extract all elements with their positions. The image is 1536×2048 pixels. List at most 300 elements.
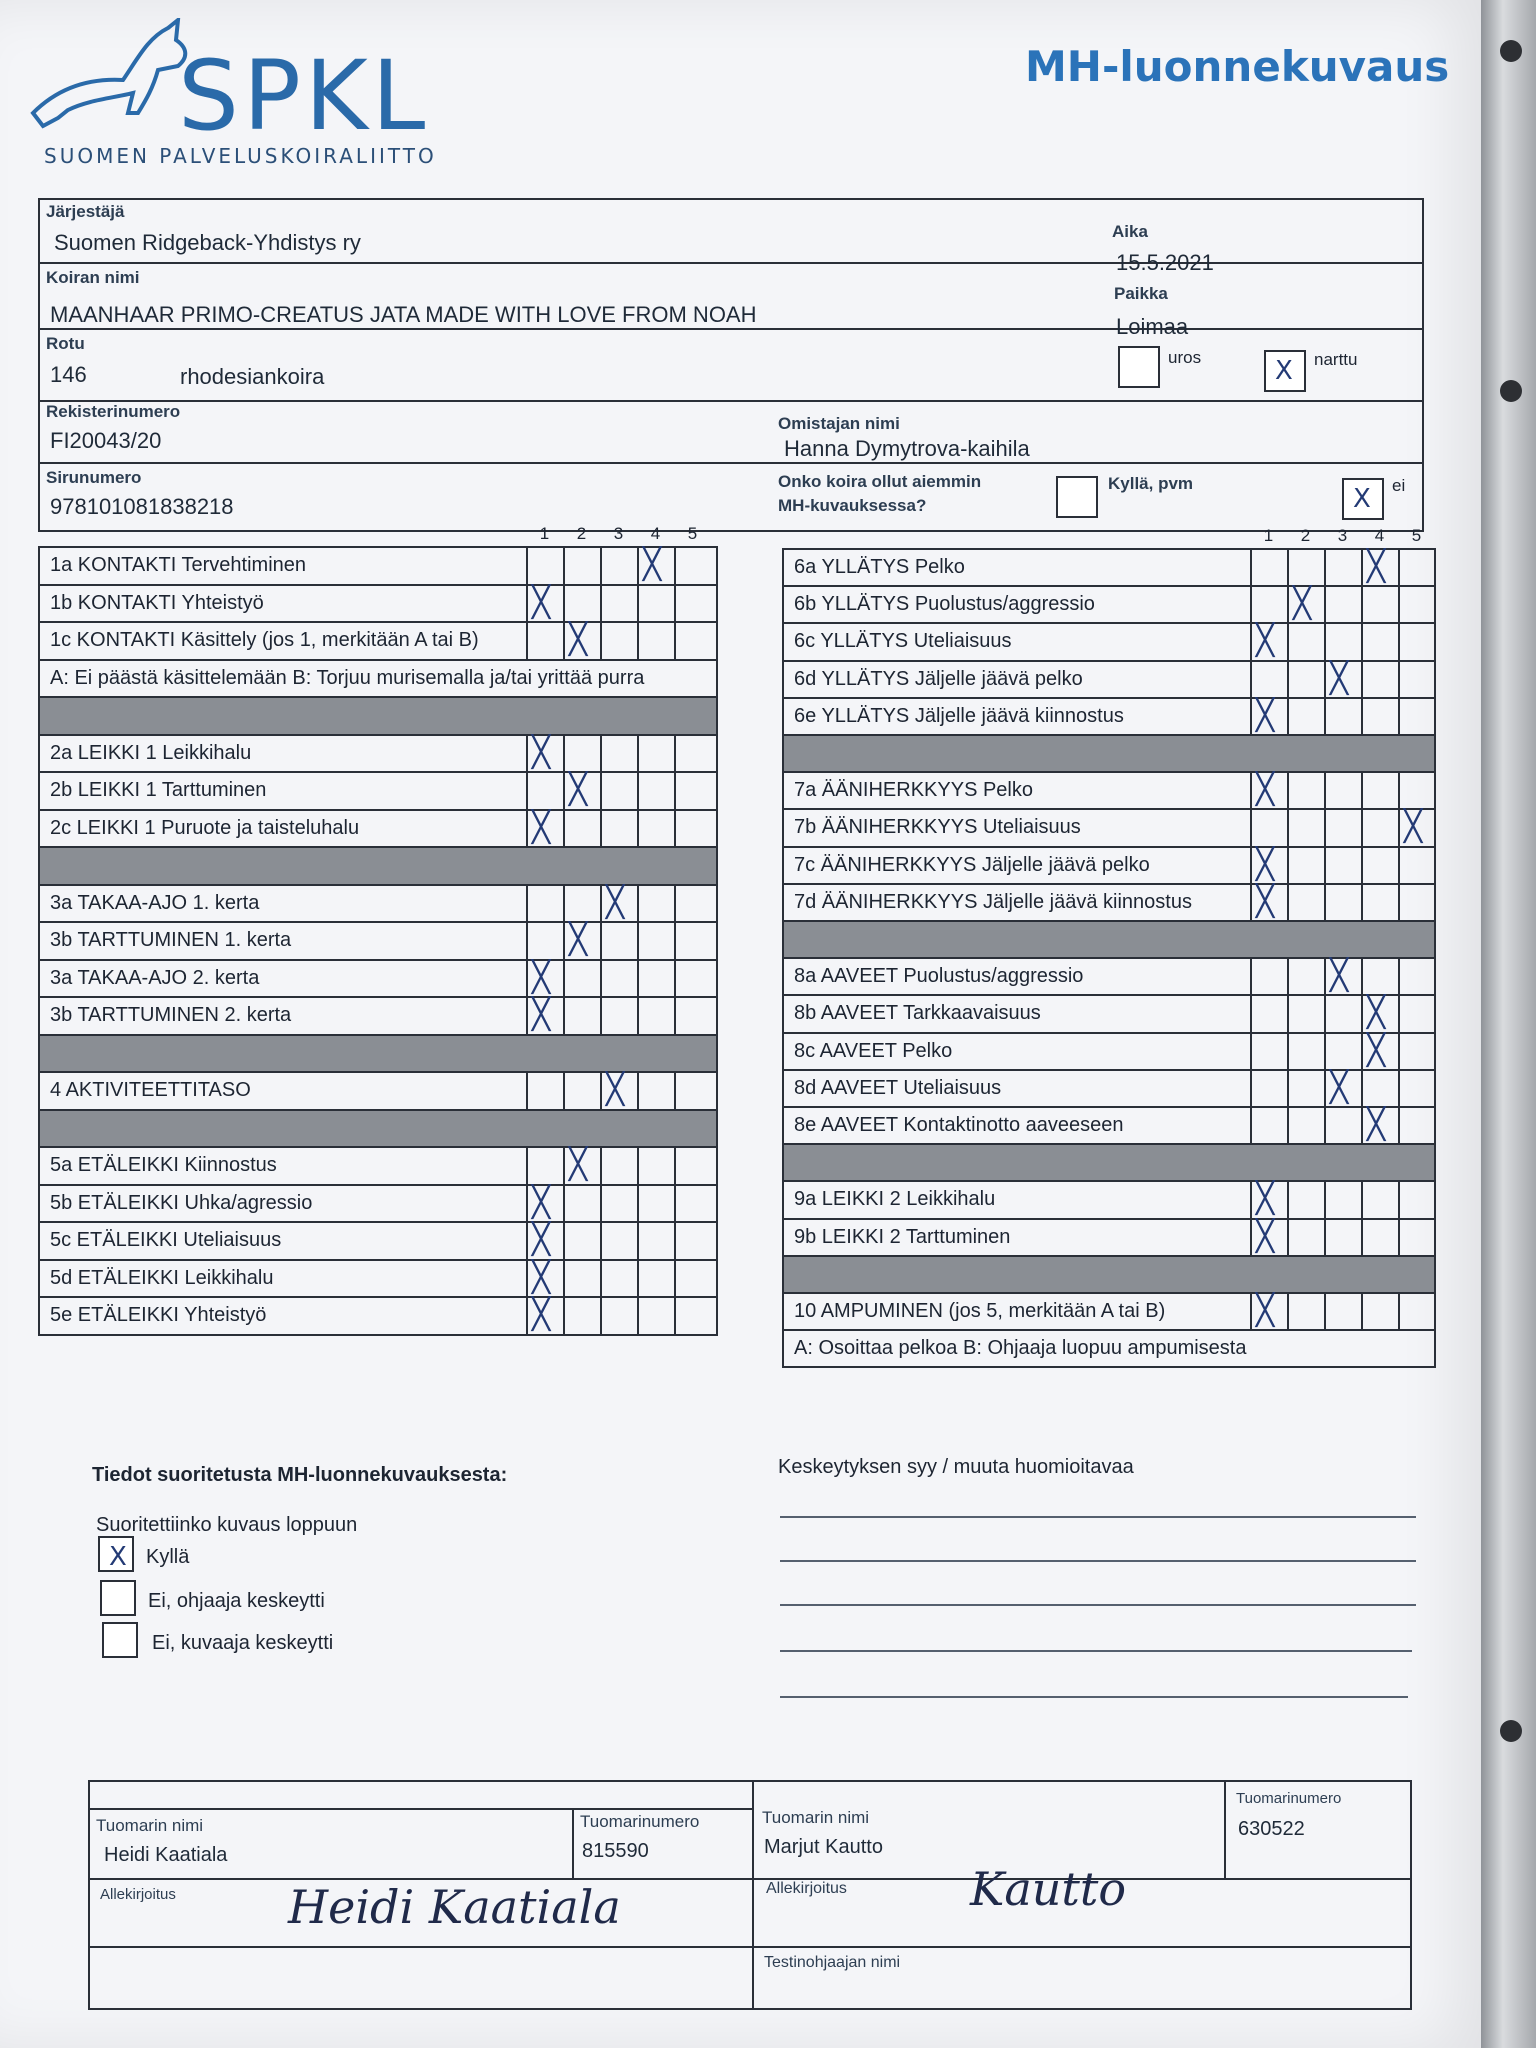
score-cell[interactable] [637, 586, 674, 622]
score-cell[interactable] [1324, 1294, 1361, 1329]
score-cell[interactable] [1287, 624, 1324, 659]
scale-header: 3 [1337, 526, 1348, 545]
row-label: 2c LEIKKI 1 Puruote ja taisteluhalu [50, 816, 360, 839]
score-cell[interactable] [1398, 1071, 1435, 1106]
female-label: narttu [1314, 350, 1358, 369]
registration-value: FI20043/20 [50, 428, 162, 453]
score-cell[interactable] [637, 1073, 674, 1109]
score-cell[interactable] [1287, 550, 1324, 585]
score-cell[interactable] [674, 586, 711, 622]
score-cell[interactable] [1287, 1182, 1324, 1217]
score-cell[interactable] [1361, 1294, 1398, 1329]
score-mark: ╳ [532, 1184, 551, 1220]
separator-band [40, 1036, 716, 1074]
row-label: 3b TARTTUMINEN 2. kerta [50, 1004, 292, 1026]
score-cell[interactable] [1250, 810, 1287, 845]
score-row [40, 961, 716, 999]
score-row [784, 587, 1434, 624]
separator-band [784, 736, 1434, 773]
score-cell[interactable] [526, 623, 563, 659]
score-cell[interactable] [1287, 773, 1324, 808]
score-cell[interactable] [1250, 848, 1287, 883]
score-mark: ╳ [1256, 1293, 1275, 1328]
score-row [784, 848, 1434, 885]
score-cell[interactable] [600, 623, 637, 659]
completed-yes-checkbox[interactable] [98, 1536, 134, 1572]
score-cell[interactable] [637, 811, 674, 847]
signature2: Kautto [970, 1862, 1127, 1916]
score-cell[interactable] [526, 1148, 563, 1184]
score-cell[interactable] [1287, 699, 1324, 734]
score-cell[interactable] [600, 811, 637, 847]
male-checkbox[interactable] [1118, 346, 1160, 388]
row-label: 2a LEIKKI 1 Leikkihalu [50, 741, 252, 764]
score-cell[interactable] [1324, 1220, 1361, 1255]
score-cell[interactable] [1361, 662, 1398, 697]
score-cell[interactable] [1398, 624, 1435, 659]
score-cell[interactable] [674, 923, 711, 959]
score-cell[interactable] [637, 623, 674, 659]
row-label: 8b AAVEET Tarkkaavaisuus [794, 1002, 1041, 1025]
score-cell[interactable] [674, 736, 711, 772]
score-cell[interactable] [674, 1223, 711, 1259]
score-cell[interactable] [1324, 662, 1361, 697]
score-row [40, 1148, 716, 1186]
score-row [40, 923, 716, 961]
judge1-name: Heidi Kaatiala [104, 1844, 228, 1866]
score-mark: ╳ [532, 997, 551, 1032]
score-cell[interactable] [1361, 1071, 1398, 1106]
row-label: 1c KONTAKTI Käsittely (jos 1, merkitään A tai B) [50, 629, 479, 651]
judge2-name: Marjut Kautto [764, 1836, 883, 1858]
score-cell[interactable] [637, 961, 674, 997]
score-cell[interactable] [1324, 848, 1361, 883]
score-row [784, 1108, 1434, 1145]
score-cell[interactable] [1398, 848, 1435, 883]
handler-stopped-checkbox[interactable] [100, 1580, 136, 1616]
score-cell[interactable] [674, 548, 711, 584]
score-cell[interactable] [526, 1186, 563, 1222]
scale-header: 1 [539, 524, 550, 543]
score-cell[interactable] [1250, 699, 1287, 734]
score-cell[interactable] [563, 1223, 600, 1259]
signature1-label: Allekirjoitus [100, 1886, 176, 1903]
score-cell[interactable] [600, 548, 637, 584]
score-cell[interactable] [1324, 1182, 1361, 1217]
score-cell[interactable] [1398, 773, 1435, 808]
score-row [784, 959, 1434, 996]
score-cell[interactable] [526, 1298, 563, 1334]
score-cell[interactable] [600, 1148, 637, 1184]
score-mark: ╳ [532, 809, 551, 845]
score-cell[interactable] [674, 998, 711, 1034]
score-cell[interactable] [1361, 699, 1398, 734]
score-cell[interactable] [1324, 550, 1361, 585]
score-row [40, 623, 716, 661]
score-cell[interactable] [526, 548, 563, 584]
score-mark: ╳ [1256, 772, 1275, 808]
score-cell[interactable] [600, 886, 637, 922]
score-cell[interactable] [1250, 1034, 1287, 1069]
score-cell[interactable] [674, 1298, 711, 1334]
row-label: 6b YLLÄTYS Puolustus/aggressio [794, 593, 1095, 616]
judge2-number: 630522 [1238, 1818, 1305, 1840]
score-cell[interactable] [1287, 996, 1324, 1031]
score-mark: ╳ [532, 959, 551, 995]
score-mark: ╳ [1367, 549, 1386, 584]
score-cell[interactable] [526, 773, 563, 809]
owner-label: Omistajan nimi [778, 414, 900, 433]
score-mark: ╳ [569, 622, 588, 657]
separator-band [40, 848, 716, 886]
score-cell[interactable] [1324, 587, 1361, 622]
score-cell[interactable] [1250, 885, 1287, 920]
score-cell[interactable] [674, 1261, 711, 1297]
score-cell[interactable] [1361, 550, 1398, 585]
score-cell[interactable] [1250, 550, 1287, 585]
score-cell[interactable] [1398, 1220, 1435, 1255]
registration-label: Rekisterinumero [46, 402, 181, 421]
judge1-number: 815590 [582, 1840, 649, 1862]
judges-box [88, 1780, 1412, 2010]
score-cell[interactable] [563, 736, 600, 772]
female-checkbox[interactable] [1264, 350, 1306, 392]
judge1-name-label: Tuomarin nimi [96, 1816, 204, 1835]
score-cell[interactable] [526, 1261, 563, 1297]
score-cell[interactable] [600, 1186, 637, 1222]
scale-header: 4 [1374, 526, 1385, 545]
score-cell[interactable] [563, 811, 600, 847]
score-cell[interactable] [1361, 959, 1398, 994]
score-cell[interactable] [1361, 1220, 1398, 1255]
previous-no-label: ei [1392, 476, 1406, 495]
score-mark: ╳ [1256, 1181, 1275, 1217]
tester-stopped-label: Ei, kuvaaja keskeytti [152, 1632, 334, 1654]
score-cell[interactable] [600, 961, 637, 997]
score-mark: ╳ [606, 1072, 625, 1107]
score-cell[interactable] [1250, 773, 1287, 808]
breed-label: Rotu [46, 334, 85, 353]
logo-text: SPKL [178, 40, 430, 152]
score-row [40, 548, 716, 586]
row-label: A: Ei päästä käsittelemään B: Torjuu murisemalla ja/tai yrittää purra [50, 666, 645, 689]
score-cell[interactable] [563, 1186, 600, 1222]
score-cell[interactable] [1250, 662, 1287, 697]
score-cell[interactable] [526, 811, 563, 847]
separator-band [784, 1145, 1434, 1182]
chip-label: Sirunumero [46, 468, 142, 487]
row-label: 8c AAVEET Pelko [794, 1039, 953, 1062]
row-label: 7d ÄÄNIHERKKYYS Jäljelle jäävä kiinnostus [794, 890, 1192, 913]
score-mark: ╳ [1330, 660, 1349, 696]
score-cell[interactable] [1324, 699, 1361, 734]
score-cell[interactable] [1287, 885, 1324, 920]
score-cell[interactable] [600, 998, 637, 1034]
row-label: 10 AMPUMINEN (jos 5, merkitään A tai B) [794, 1300, 1166, 1322]
score-cell[interactable] [1324, 885, 1361, 920]
score-cell[interactable] [526, 961, 563, 997]
score-row [40, 1223, 716, 1261]
score-cell[interactable] [637, 1148, 674, 1184]
place-label: Paikka [1114, 284, 1168, 303]
score-mark: ╳ [532, 1259, 551, 1295]
score-cell[interactable] [563, 1298, 600, 1334]
score-cell[interactable] [1398, 1034, 1435, 1069]
row-label: 8e AAVEET Kontaktinotto aaveeseen [794, 1114, 1124, 1136]
score-cell[interactable] [1398, 1294, 1435, 1329]
score-cell[interactable] [1361, 996, 1398, 1031]
score-cell[interactable] [674, 1073, 711, 1109]
score-cell[interactable] [1398, 959, 1435, 994]
score-cell[interactable] [563, 886, 600, 922]
score-cell[interactable] [1287, 1220, 1324, 1255]
score-row [784, 624, 1434, 661]
score-cell[interactable] [1324, 996, 1361, 1031]
score-cell[interactable] [526, 923, 563, 959]
score-cell[interactable] [563, 998, 600, 1034]
score-cell[interactable] [1398, 662, 1435, 697]
judge1-number-label: Tuomarinumero [580, 1812, 700, 1831]
score-mark: ╳ [1256, 883, 1275, 919]
score-cell[interactable] [1398, 587, 1435, 622]
tester-stopped-checkbox[interactable] [102, 1622, 138, 1658]
score-row [784, 996, 1434, 1033]
score-cell[interactable] [1361, 773, 1398, 808]
previous-yes-checkbox[interactable] [1056, 476, 1098, 518]
score-cell[interactable] [563, 1261, 600, 1297]
score-cell[interactable] [600, 773, 637, 809]
row-label: 4 AKTIVITEETTITASO [50, 1079, 251, 1101]
score-cell[interactable] [563, 923, 600, 959]
score-cell[interactable] [637, 923, 674, 959]
scale-header: 5 [687, 524, 698, 543]
row-label: 5d ETÄLEIKKI Leikkihalu [50, 1266, 274, 1289]
score-cell[interactable] [1398, 996, 1435, 1031]
score-mark: ╳ [1256, 697, 1275, 733]
score-cell[interactable] [1250, 587, 1287, 622]
row-label: 1a KONTAKTI Tervehtiminen [50, 554, 307, 576]
score-cell[interactable] [563, 961, 600, 997]
score-cell[interactable] [563, 548, 600, 584]
score-cell[interactable] [600, 1298, 637, 1334]
completion-title: Tiedot suoritetusta MH-luonnekuvauksesta: [92, 1464, 508, 1486]
binder-hole [1500, 40, 1522, 62]
row-label: 8d AAVEET Uteliaisuus [794, 1076, 1002, 1099]
score-row [40, 736, 716, 774]
score-cell[interactable] [674, 961, 711, 997]
score-row [784, 773, 1434, 810]
score-row [784, 1182, 1434, 1219]
score-cell[interactable] [1361, 1182, 1398, 1217]
score-row [784, 1071, 1434, 1108]
score-cell[interactable] [1361, 1108, 1398, 1143]
score-cell[interactable] [600, 1223, 637, 1259]
previous-no-checkbox[interactable] [1342, 478, 1384, 520]
score-cell[interactable] [1324, 1034, 1361, 1069]
score-row [40, 773, 716, 811]
document-title: MH-luonnekuvaus [1025, 42, 1450, 91]
score-row [784, 1220, 1434, 1257]
score-cell[interactable] [526, 736, 563, 772]
score-cell[interactable] [1398, 550, 1435, 585]
row-label: 3b TARTTUMINEN 1. kerta [50, 929, 292, 951]
score-cell[interactable] [637, 1298, 674, 1334]
dog-logo-icon [28, 18, 198, 148]
score-cell[interactable] [1361, 885, 1398, 920]
score-cell[interactable] [526, 1223, 563, 1259]
row-label: 3a TAKAA-AJO 2. kerta [50, 966, 260, 989]
score-row [784, 550, 1434, 587]
score-cell[interactable] [1324, 773, 1361, 808]
score-row [40, 1073, 716, 1111]
score-cell[interactable] [637, 886, 674, 922]
score-row [784, 1294, 1434, 1331]
score-cell[interactable] [1324, 1071, 1361, 1106]
score-cell[interactable] [637, 1186, 674, 1222]
score-cell[interactable] [563, 1073, 600, 1109]
score-mark: ╳ [1256, 623, 1275, 659]
score-cell[interactable] [526, 1073, 563, 1109]
breed-code: 146 [50, 362, 87, 387]
score-cell[interactable] [1361, 587, 1398, 622]
row-label: 5a ETÄLEIKKI Kiinnostus [50, 1154, 277, 1176]
score-cell[interactable] [637, 736, 674, 772]
score-mark: ╳ [1256, 1218, 1275, 1254]
organizer-value: Suomen Ridgeback-Yhdistys ry [54, 230, 361, 255]
score-cell[interactable] [637, 1223, 674, 1259]
score-row [784, 810, 1434, 847]
score-cell[interactable] [1324, 959, 1361, 994]
score-row [40, 811, 716, 849]
completed-yes-label: Kyllä [146, 1546, 190, 1568]
score-cell[interactable] [526, 586, 563, 622]
row-label: 6c YLLÄTYS Uteliaisuus [794, 630, 1012, 653]
binder-edge [1481, 0, 1536, 2048]
judge2-number-label: Tuomarinumero [1236, 1790, 1342, 1807]
score-cell[interactable] [1287, 1034, 1324, 1069]
row-label: 3a TAKAA-AJO 1. kerta [50, 891, 260, 914]
score-cell[interactable] [1287, 1108, 1324, 1143]
score-cell[interactable] [1287, 810, 1324, 845]
row-label: 8a AAVEET Puolustus/aggressio [794, 965, 1084, 988]
score-cell[interactable] [1324, 810, 1361, 845]
score-mark: ╳ [569, 922, 588, 957]
score-cell[interactable] [1361, 810, 1398, 845]
score-cell[interactable] [1250, 1071, 1287, 1106]
score-cell[interactable] [1250, 1294, 1287, 1329]
score-cell[interactable] [637, 998, 674, 1034]
score-cell[interactable] [600, 1073, 637, 1109]
score-row [40, 586, 716, 624]
score-cell[interactable] [600, 586, 637, 622]
score-cell[interactable] [1287, 1071, 1324, 1106]
score-cell[interactable] [526, 886, 563, 922]
score-mark: ╳ [1293, 586, 1312, 622]
score-cell[interactable] [1250, 996, 1287, 1031]
right-score-grid [782, 526, 1436, 1368]
score-cell[interactable] [637, 773, 674, 809]
score-row [40, 1261, 716, 1299]
score-cell[interactable] [674, 1186, 711, 1222]
completion-question: Suoritettiinko kuvaus loppuun [96, 1514, 358, 1536]
score-cell[interactable] [1324, 1108, 1361, 1143]
row-label: 1b KONTAKTI Yhteistyö [50, 591, 264, 614]
score-mark: ╳ [1367, 1107, 1386, 1142]
score-cell[interactable] [1250, 959, 1287, 994]
score-cell[interactable] [1287, 848, 1324, 883]
dog-name-value: MAANHAAR PRIMO-CREATUS JATA MADE WITH LOVE FROM NOAH [50, 302, 757, 327]
score-cell[interactable] [1361, 1034, 1398, 1069]
notes-label: Keskeytyksen syy / muuta huomioitavaa [778, 1456, 1134, 1478]
score-cell[interactable] [526, 998, 563, 1034]
logo-subtitle: SUOMEN PALVELUSKOIRALIITTO [44, 144, 437, 168]
score-cell[interactable] [1398, 810, 1435, 845]
score-cell[interactable] [1398, 699, 1435, 734]
score-cell[interactable] [600, 736, 637, 772]
scale-header: 3 [613, 524, 624, 543]
score-cell[interactable] [1361, 624, 1398, 659]
score-cell[interactable] [563, 586, 600, 622]
score-cell[interactable] [1361, 848, 1398, 883]
score-cell[interactable] [674, 1148, 711, 1184]
row-label: 2b LEIKKI 1 Tarttuminen [50, 779, 267, 801]
note-row [784, 1331, 1434, 1368]
score-cell[interactable] [1250, 1220, 1287, 1255]
score-cell[interactable] [1250, 1108, 1287, 1143]
separator-band [40, 1111, 716, 1149]
score-cell[interactable] [1324, 624, 1361, 659]
score-cell[interactable] [637, 548, 674, 584]
score-cell[interactable] [1250, 1182, 1287, 1217]
score-cell[interactable] [1398, 1182, 1435, 1217]
score-cell[interactable] [1287, 959, 1324, 994]
chip-value: 978101081838218 [50, 494, 234, 519]
test-leader-label: Testinohjaajan nimi [764, 1954, 901, 1971]
score-cell[interactable] [637, 1261, 674, 1297]
score-cell[interactable] [600, 1261, 637, 1297]
score-mark: ╳ [569, 772, 588, 807]
row-label: 7a ÄÄNIHERKKYYS Pelko [794, 779, 1033, 802]
score-row [40, 886, 716, 924]
score-cell[interactable] [674, 623, 711, 659]
organizer-label: Järjestäjä [46, 202, 125, 221]
score-mark: ╳ [532, 734, 551, 770]
score-mark: ╳ [606, 884, 625, 920]
score-mark: ╳ [643, 547, 662, 582]
scale-header: 2 [1300, 526, 1311, 545]
score-cell[interactable] [674, 886, 711, 922]
score-cell[interactable] [1398, 1108, 1435, 1143]
score-cell[interactable] [1287, 662, 1324, 697]
score-cell[interactable] [1287, 587, 1324, 622]
score-cell[interactable] [563, 773, 600, 809]
score-cell[interactable] [674, 773, 711, 809]
separator-band [784, 922, 1434, 959]
binder-hole [1500, 380, 1522, 402]
place-value: Loimaa [1116, 314, 1189, 339]
score-cell[interactable] [1398, 885, 1435, 920]
score-cell[interactable] [563, 623, 600, 659]
score-cell[interactable] [1287, 1294, 1324, 1329]
score-cell[interactable] [674, 811, 711, 847]
score-cell[interactable] [600, 923, 637, 959]
score-cell[interactable] [1250, 624, 1287, 659]
scale-header: 1 [1263, 526, 1274, 545]
score-cell[interactable] [563, 1148, 600, 1184]
scale-header: 4 [650, 524, 661, 543]
judge2-name-label: Tuomarin nimi [762, 1808, 870, 1827]
row-label: 9a LEIKKI 2 Leikkihalu [794, 1188, 996, 1211]
